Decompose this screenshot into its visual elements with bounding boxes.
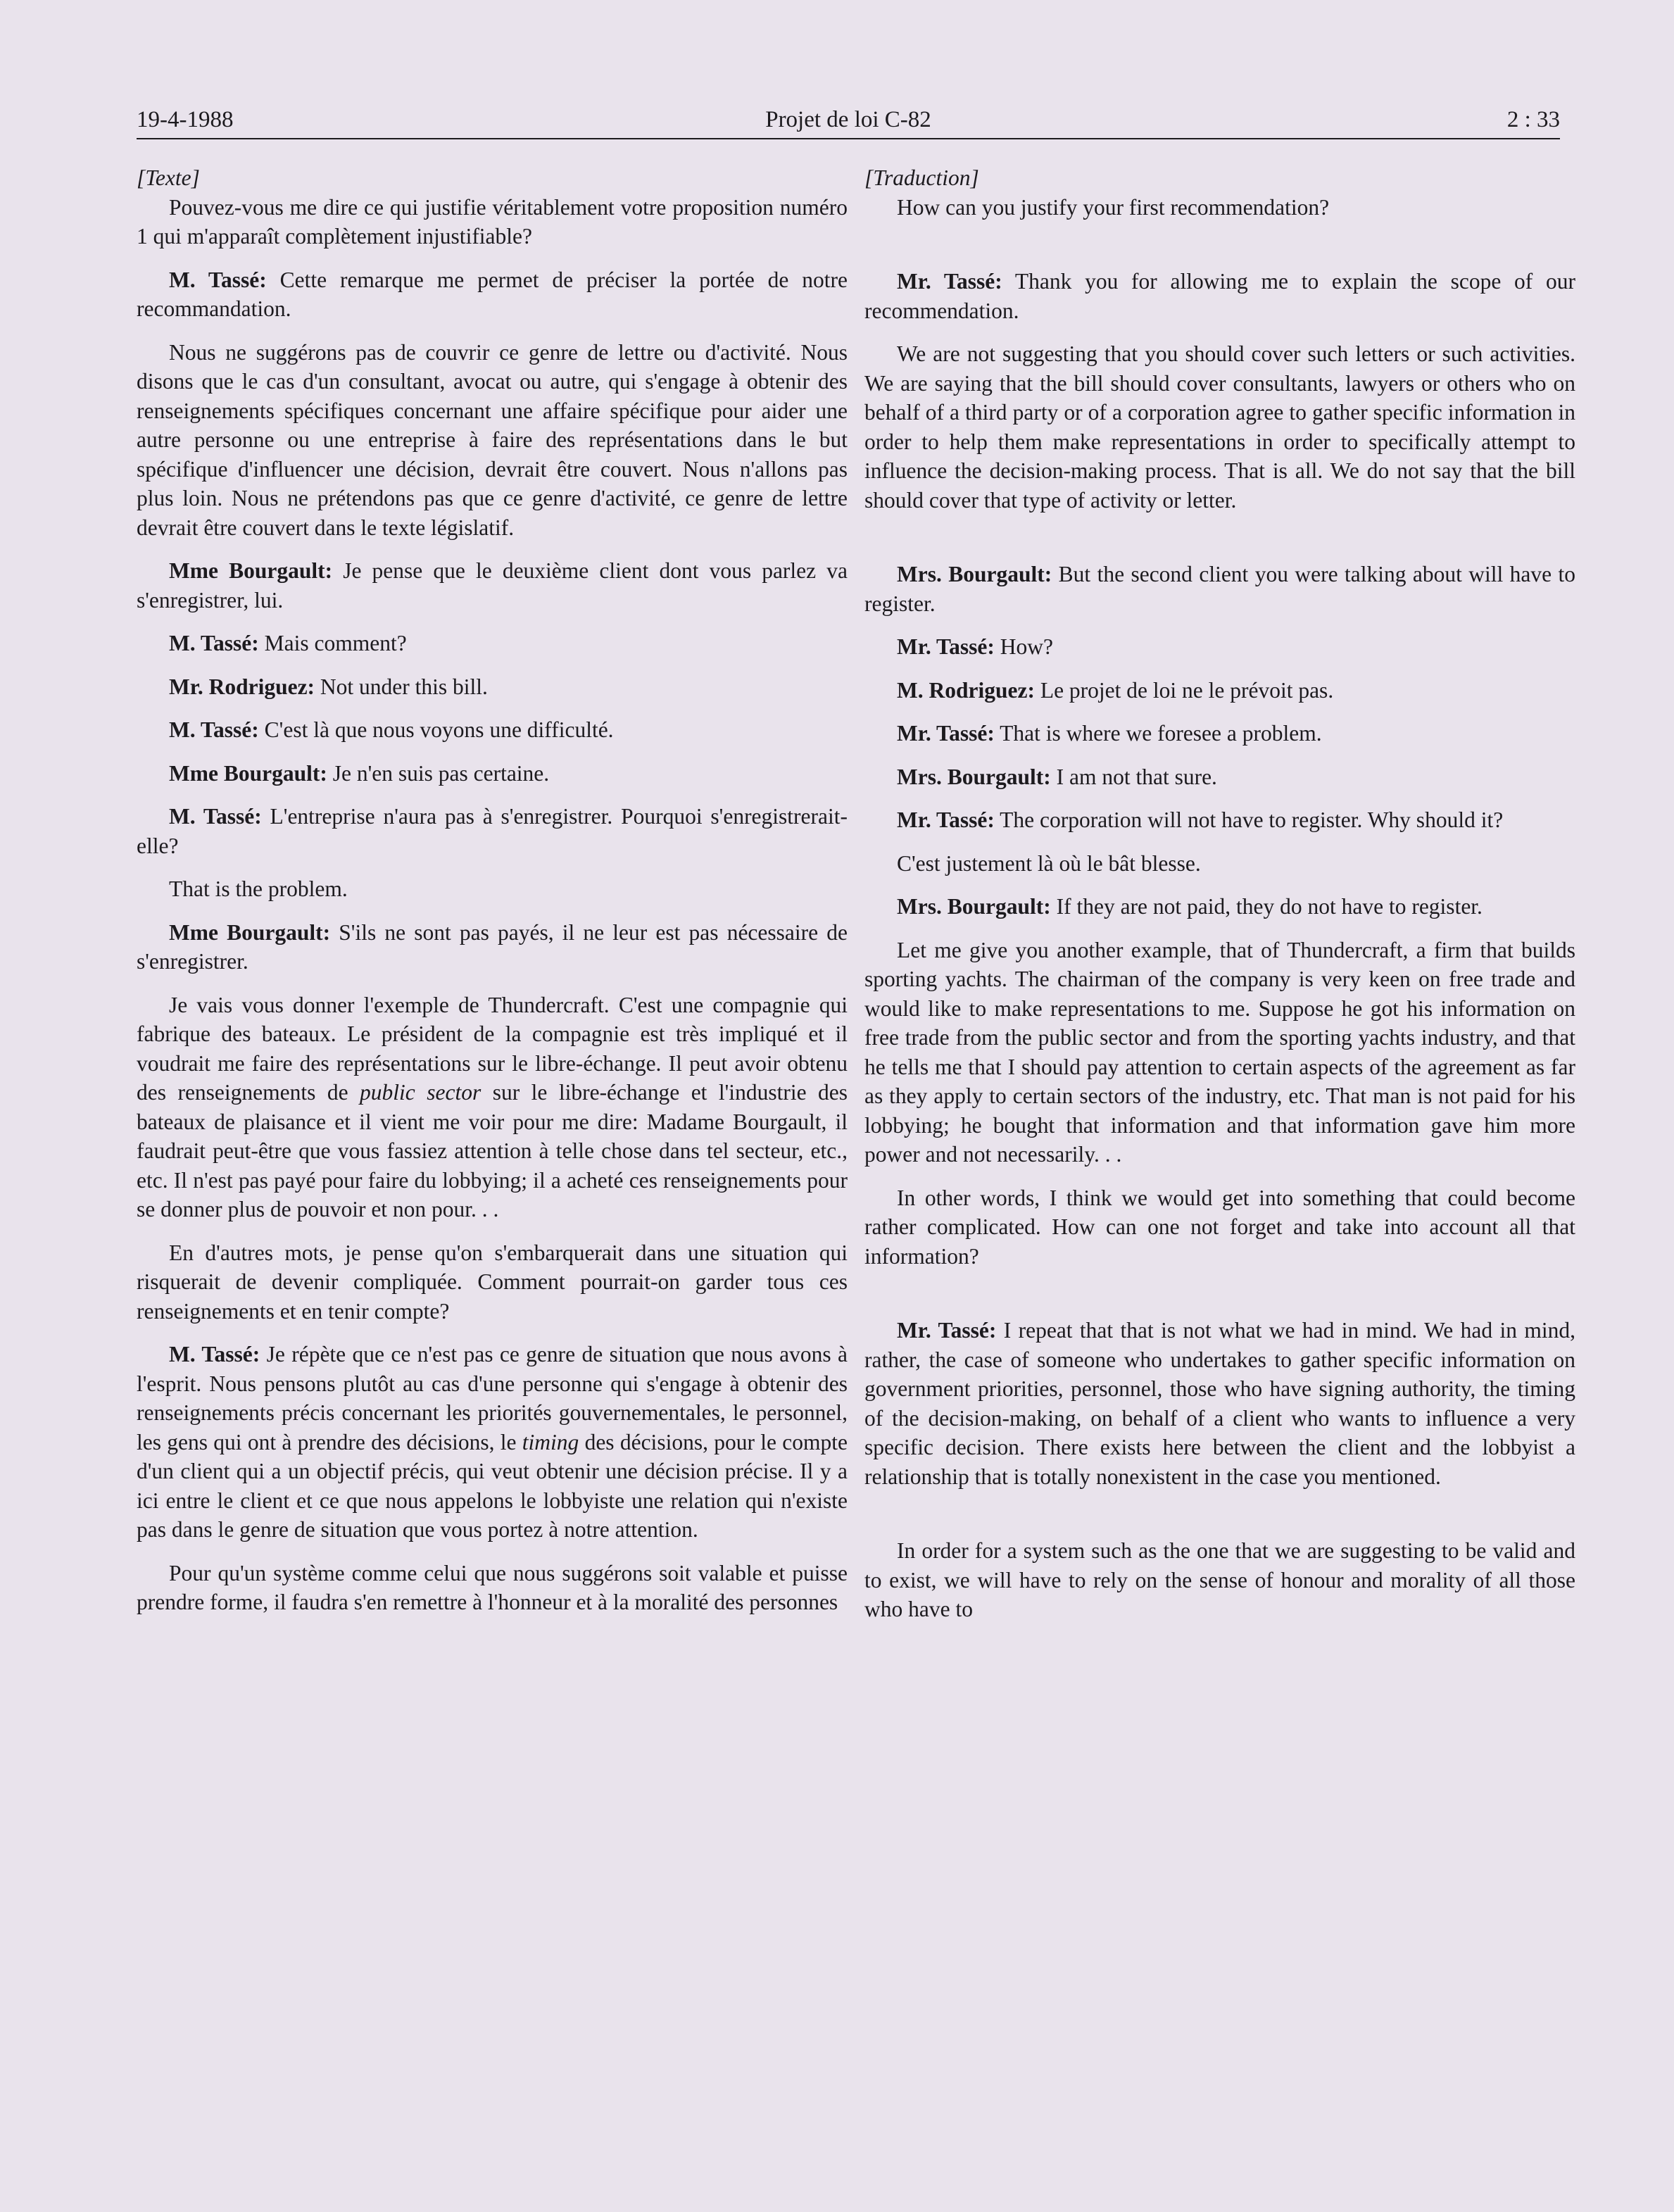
- speaker-name: Mr. Rodriguez:: [169, 674, 315, 699]
- speaker-paragraph: Mr. Tassé: I repeat that that is not what we had in mind. We had in mind, rather, the case of someone who undertakes to gather specific information on government priorities, personnel, those who have signing authority, the timing of the decision-making, on behalf of a client who wants to influence a very specific decision. There exists here between the client and the lobbyist a relationship that is totally nonexistent in the case you mentioned.: [864, 1318, 1576, 1489]
- speaker-name: M. Tassé:: [169, 717, 259, 742]
- paragraph: Let me give you another example, that of Thundercraft, a firm that builds sporting yachts. The chairman of the company is very keen on free trade and would like to make representations to me. Suppose he got his information on free trade from the public sector and from the sporting yachts industry, and that he tells me that I should pay attention to certain aspects of the agreement as far as they apply to certain sectors of the industry, etc. That man is not paid for his lobbying; he bought that information and that information gave him more power and not necessarily. . .: [864, 937, 1575, 1167]
- spacer: [864, 236, 1575, 267]
- paragraph: That is the problem.: [169, 876, 348, 901]
- speaker-paragraph: Mme Bourgault: Je n'en suis pas certaine.: [169, 760, 550, 786]
- header-title: Projet de loi C-82: [765, 107, 931, 132]
- speaker-paragraph: Mr. Tassé: Thank you for allowing me to explain the scope of our recommendation.: [864, 269, 1575, 323]
- speaker-paragraph: Mr. Tassé: The corporation will not have to register. Why should it?: [897, 807, 1504, 832]
- speaker-name: Mme Bourgault:: [169, 760, 327, 786]
- paragraph: How can you justify your first recommendation?: [897, 194, 1330, 220]
- speaker-name: Mme Bourgault:: [169, 558, 333, 583]
- paragraph: En d'autres mots, je pense qu'on s'embarquerait dans une situation qui risquerait de devenir compliquée. Comment pourrait-on garder tous ces renseignements et en tenir compte?: [137, 1240, 848, 1324]
- emphasis: public sector: [360, 1080, 482, 1105]
- page-header: [137, 103, 1560, 139]
- speaker-name: Mr. Tassé:: [897, 721, 995, 746]
- speaker-name: Mrs. Bourgault:: [897, 562, 1052, 586]
- speaker-paragraph: M. Tassé: Mais comment?: [169, 631, 407, 655]
- emphasis: timing: [522, 1429, 579, 1454]
- speaker-paragraph: Mr. Tassé: That is where we foresee a problem.: [897, 721, 1322, 746]
- speaker-name: Mr. Tassé:: [897, 634, 995, 659]
- paragraph: Nous ne suggérons pas de couvrir ce genre de lettre ou d'activité. Nous disons que le cas d'un consultant, avocat ou autre, qui s'engage à obtenir des renseignements spécifiques concernant une affaire spécifique pour aider une autre personne ou une entreprise à faire des représentations dans le but spécifique d'influencer une décision, devrait être couvert. Nous n'allons pas plus loin. Nous ne prétendons pas que ce genre d'activité, ce genre de lettre devrait être couvert dans le texte législatif.: [137, 339, 848, 540]
- speaker-paragraph: M. Tassé: C'est là que nous voyons une difficulté.: [169, 717, 614, 742]
- header-date: 19-4-1988: [137, 107, 234, 132]
- speaker-name: M. Rodriguez:: [897, 677, 1035, 703]
- speaker-name: Mr. Tassé:: [897, 807, 995, 832]
- speaker-name: M. Tassé:: [169, 1342, 260, 1366]
- paragraph: Pouvez-vous me dire ce qui justifie véritablement votre proposition numéro 1 qui m'apparaît complètement injustifiable?: [137, 194, 848, 249]
- speaker-name: Mme Bourgault:: [169, 919, 331, 945]
- speaker-paragraph: M. Tassé: L'entreprise n'aura pas à s'enregistrer. Pourquoi s'enregistrerait-elle?: [137, 804, 848, 858]
- speaker-paragraph: Mrs. Bourgault: But the second client you were talking about will have to register.: [864, 562, 1575, 616]
- paragraph: We are not suggesting that you should cover such letters or such activities. We are saying that the bill should cover consultants, lawyers or others who on behalf of a third party or of a corporation agree to gather specific information in order to help them make representations in order to specifically attempt to influence the decision-making process. That is all. We do not say that the bill should cover that type of activity or letter.: [864, 341, 1575, 513]
- paragraph: Je vais vous donner l'exemple de Thundercraft. C'est une compagnie qui fabrique des bateaux. Le président de la compagnie est très impliqué et il voudrait me faire des représentations sur le libre-échange. Il peut avoir obtenu des renseignements de public sector sur le libre-échange et l'industrie des bateaux de plaisance et il vient me voir pour me dire: Madame Bourgault, il faudrait peut-être que vous fassiez attention à telle chose dans tel secteur, etc., etc. Il n'est pas payé pour faire du lobbying; il a acheté ces renseignements pour se donner plus de pouvoir et non pour. . .: [137, 992, 848, 1221]
- speaker-name: M. Tassé:: [169, 804, 262, 829]
- speaker-name: Mrs. Bourgault:: [897, 764, 1051, 789]
- column-label: [Texte]: [137, 165, 200, 190]
- speaker-name: Mr. Tassé:: [897, 269, 1002, 294]
- speaker-paragraph: Mrs. Bourgault: I am not that sure.: [897, 764, 1217, 789]
- speaker-paragraph: Mrs. Bourgault: If they are not paid, they do not have to register.: [897, 894, 1483, 919]
- paragraph: In order for a system such as the one that we are suggesting to be valid and to exist, we will have to rely on the sense of honour and morality of all those who have to: [864, 1538, 1575, 1621]
- speaker-paragraph: Mme Bourgault: S'ils ne sont pas payés, il ne leur est pas nécessaire de s'enregistrer.: [137, 919, 848, 974]
- speaker-paragraph: M. Rodriguez: Le projet de loi ne le prévoit pas.: [897, 677, 1334, 703]
- paragraph: In other words, I think we would get into something that could become rather complicated. How can one not forget and take into account all that information?: [864, 1185, 1575, 1269]
- speaker-name: M. Tassé:: [169, 631, 259, 655]
- speaker-name: Mr. Tassé:: [897, 1318, 997, 1343]
- speaker-paragraph: M. Tassé: Je répète que ce n'est pas ce genre de situation que nous avons à l'esprit. Nous pensons plutôt au cas d'une personne qui s'engage à obtenir des renseignements précis concernant les priorités gouvernementales, le personnel, les gens qui ont à prendre des décisions, le timing des décisions, pour le compte d'un client qui a un objectif précis, qui veut obtenir une décision précise. Il y a ici entre le client et ce que nous appelons le lobbyiste une relation qui n'existe pas dans le genre de situation que vous portez à notre attention.: [137, 1342, 848, 1542]
- speaker-paragraph: Mr. Rodriguez: Not under this bill.: [169, 674, 488, 699]
- french-text-column: [137, 163, 848, 1631]
- spacer: [864, 529, 1575, 560]
- speaker-paragraph: Mme Bourgault: Je pense que le deuxième client dont vous parlez va s'enregistrer, lui.: [137, 558, 848, 612]
- paragraph: Pour qu'un système comme celui que nous suggérons soit valable et puisse prendre forme, il faudra s'en remettre à l'honneur et à la moralité des personnes: [137, 1560, 848, 1614]
- paragraph: C'est justement là où le bât blesse.: [897, 850, 1201, 876]
- header-page-number: 2 : 33: [1506, 107, 1560, 132]
- speaker-paragraph: Mr. Tassé: How?: [897, 634, 1053, 659]
- column-label: [Traduction]: [864, 165, 979, 190]
- spacer: [864, 1285, 1575, 1316]
- speaker-paragraph: M. Tassé: Cette remarque me permet de préciser la portée de notre recommandation.: [137, 267, 848, 321]
- speaker-name: M. Tassé:: [169, 267, 267, 292]
- english-translation-column: [864, 163, 1575, 1638]
- spacer: [864, 1505, 1575, 1536]
- speaker-name: Mrs. Bourgault:: [897, 894, 1051, 919]
